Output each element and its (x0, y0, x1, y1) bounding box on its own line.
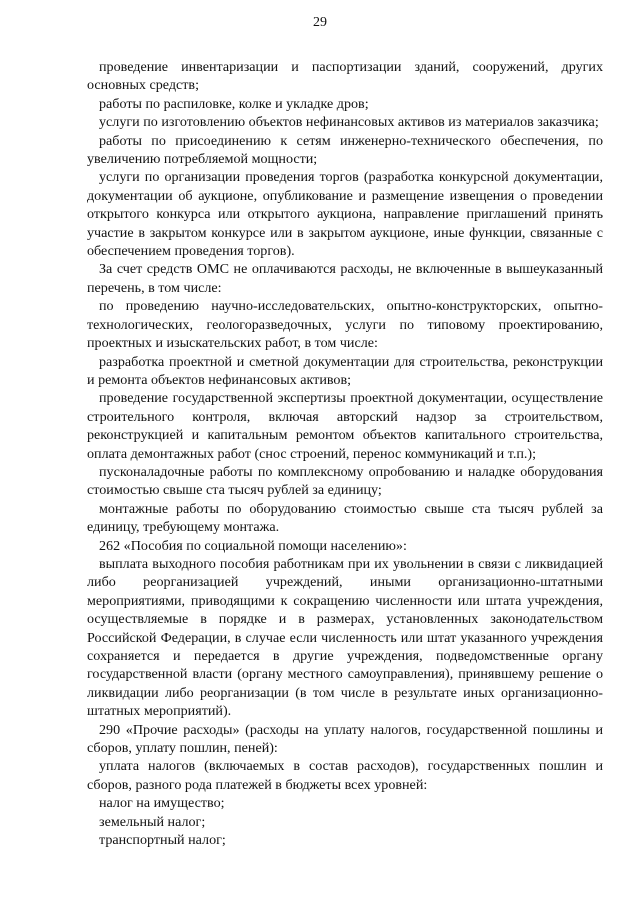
paragraph-research: по проведению научно-исследовательских, опытно-конструкторских, опытно-технологических, геологоразведочных, услуги по типовому проектированию, проектных и изыскательских работ, в том числе: (87, 298, 603, 352)
paragraph-taxes: уплата налогов (включаемых в состав расходов), государственных пошлин и сборов, разного рода платежей в бюджеты всех уровней: (87, 758, 603, 793)
paragraph-commissioning: пусконаладочные работы по комплексному опробованию и наладке оборудования стоимостью свыше ста тысяч рублей за единицу; (87, 463, 603, 499)
page-number: 29 (313, 15, 327, 30)
paragraph-tenders: услуги по организации проведения торгов (разработка конкурсной документации, документации об аукционе, опубликование и размещение извещения о проведении открытого конкурса или открытого аукциона, направление приглашений принять участие в закрытом конкурсе или в закрытом аукционе, иные функции, связанные с обеспечением проведения торгов). (87, 169, 603, 260)
paragraph-property-tax: налог на имущество; (99, 795, 225, 812)
document-body (87, 58, 603, 849)
paragraph-land-tax: земельный налог; (99, 813, 206, 830)
paragraph-design-docs: разработка проектной и сметной документации для строительства, реконструкции и ремонта объектов нефинансовых активов; (87, 353, 603, 388)
paragraph-oms-excluded: За счет средств ОМС не оплачиваются расходы, не включенные в вышеуказанный перечень, в том числе: (87, 261, 603, 296)
paragraph-expertise: проведение государственной экспертизы проектной документации, осуществление строительного контроля, включая авторский надзор за строительством, реконструкцией и капитальным ремонтом объектов капитального строительства, оплата демонтажных работ (снос строений, перенос коммуникаций и т.п.); (87, 390, 603, 462)
paragraph-severance: выплата выходного пособия работникам при их увольнении в связи с ликвидацией либо реорганизацией учреждений, иными организационно-штатными мероприятиями, приводящими к сокращению численности или штата учреждения, осуществляемые в порядке и в размерах, установленных законодательством Российской Федерации, в случае если численность или штат указанного учреждения сохраняется и передается в другие учреждения, подведомственные органу государственной власти (органу местного самоуправления), принявшему решение о ликвидации либо реорганизации (в том числе в результате иных организационно-штатных мероприятий). (87, 555, 603, 720)
paragraph-network-connection: работы по присоединению к сетям инженерно-технического обеспечения, по увеличению потребляемой мощности; (87, 132, 603, 168)
paragraph-customer-materials: услуги по изготовлению объектов нефинансовых активов из материалов заказчика; (99, 114, 599, 131)
paragraph-installation: монтажные работы по оборудованию стоимостью свыше ста тысяч рублей за единицу, требующему монтажа. (87, 500, 603, 536)
paragraph-transport-tax: транспортный налог; (99, 832, 226, 849)
paragraph-firewood: работы по распиловке, колке и укладке дров; (99, 95, 369, 112)
paragraph-article-290: 290 «Прочие расходы» (расходы на уплату налогов, государственной пошлины и сборов, уплату пошлин, пеней): (87, 721, 603, 757)
paragraph-inventory: проведение инвентаризации и паспортизации зданий, сооружений, других основных средств; (87, 59, 603, 94)
paragraph-article-262: 262 «Пособия по социальной помощи населению»: (99, 537, 407, 554)
